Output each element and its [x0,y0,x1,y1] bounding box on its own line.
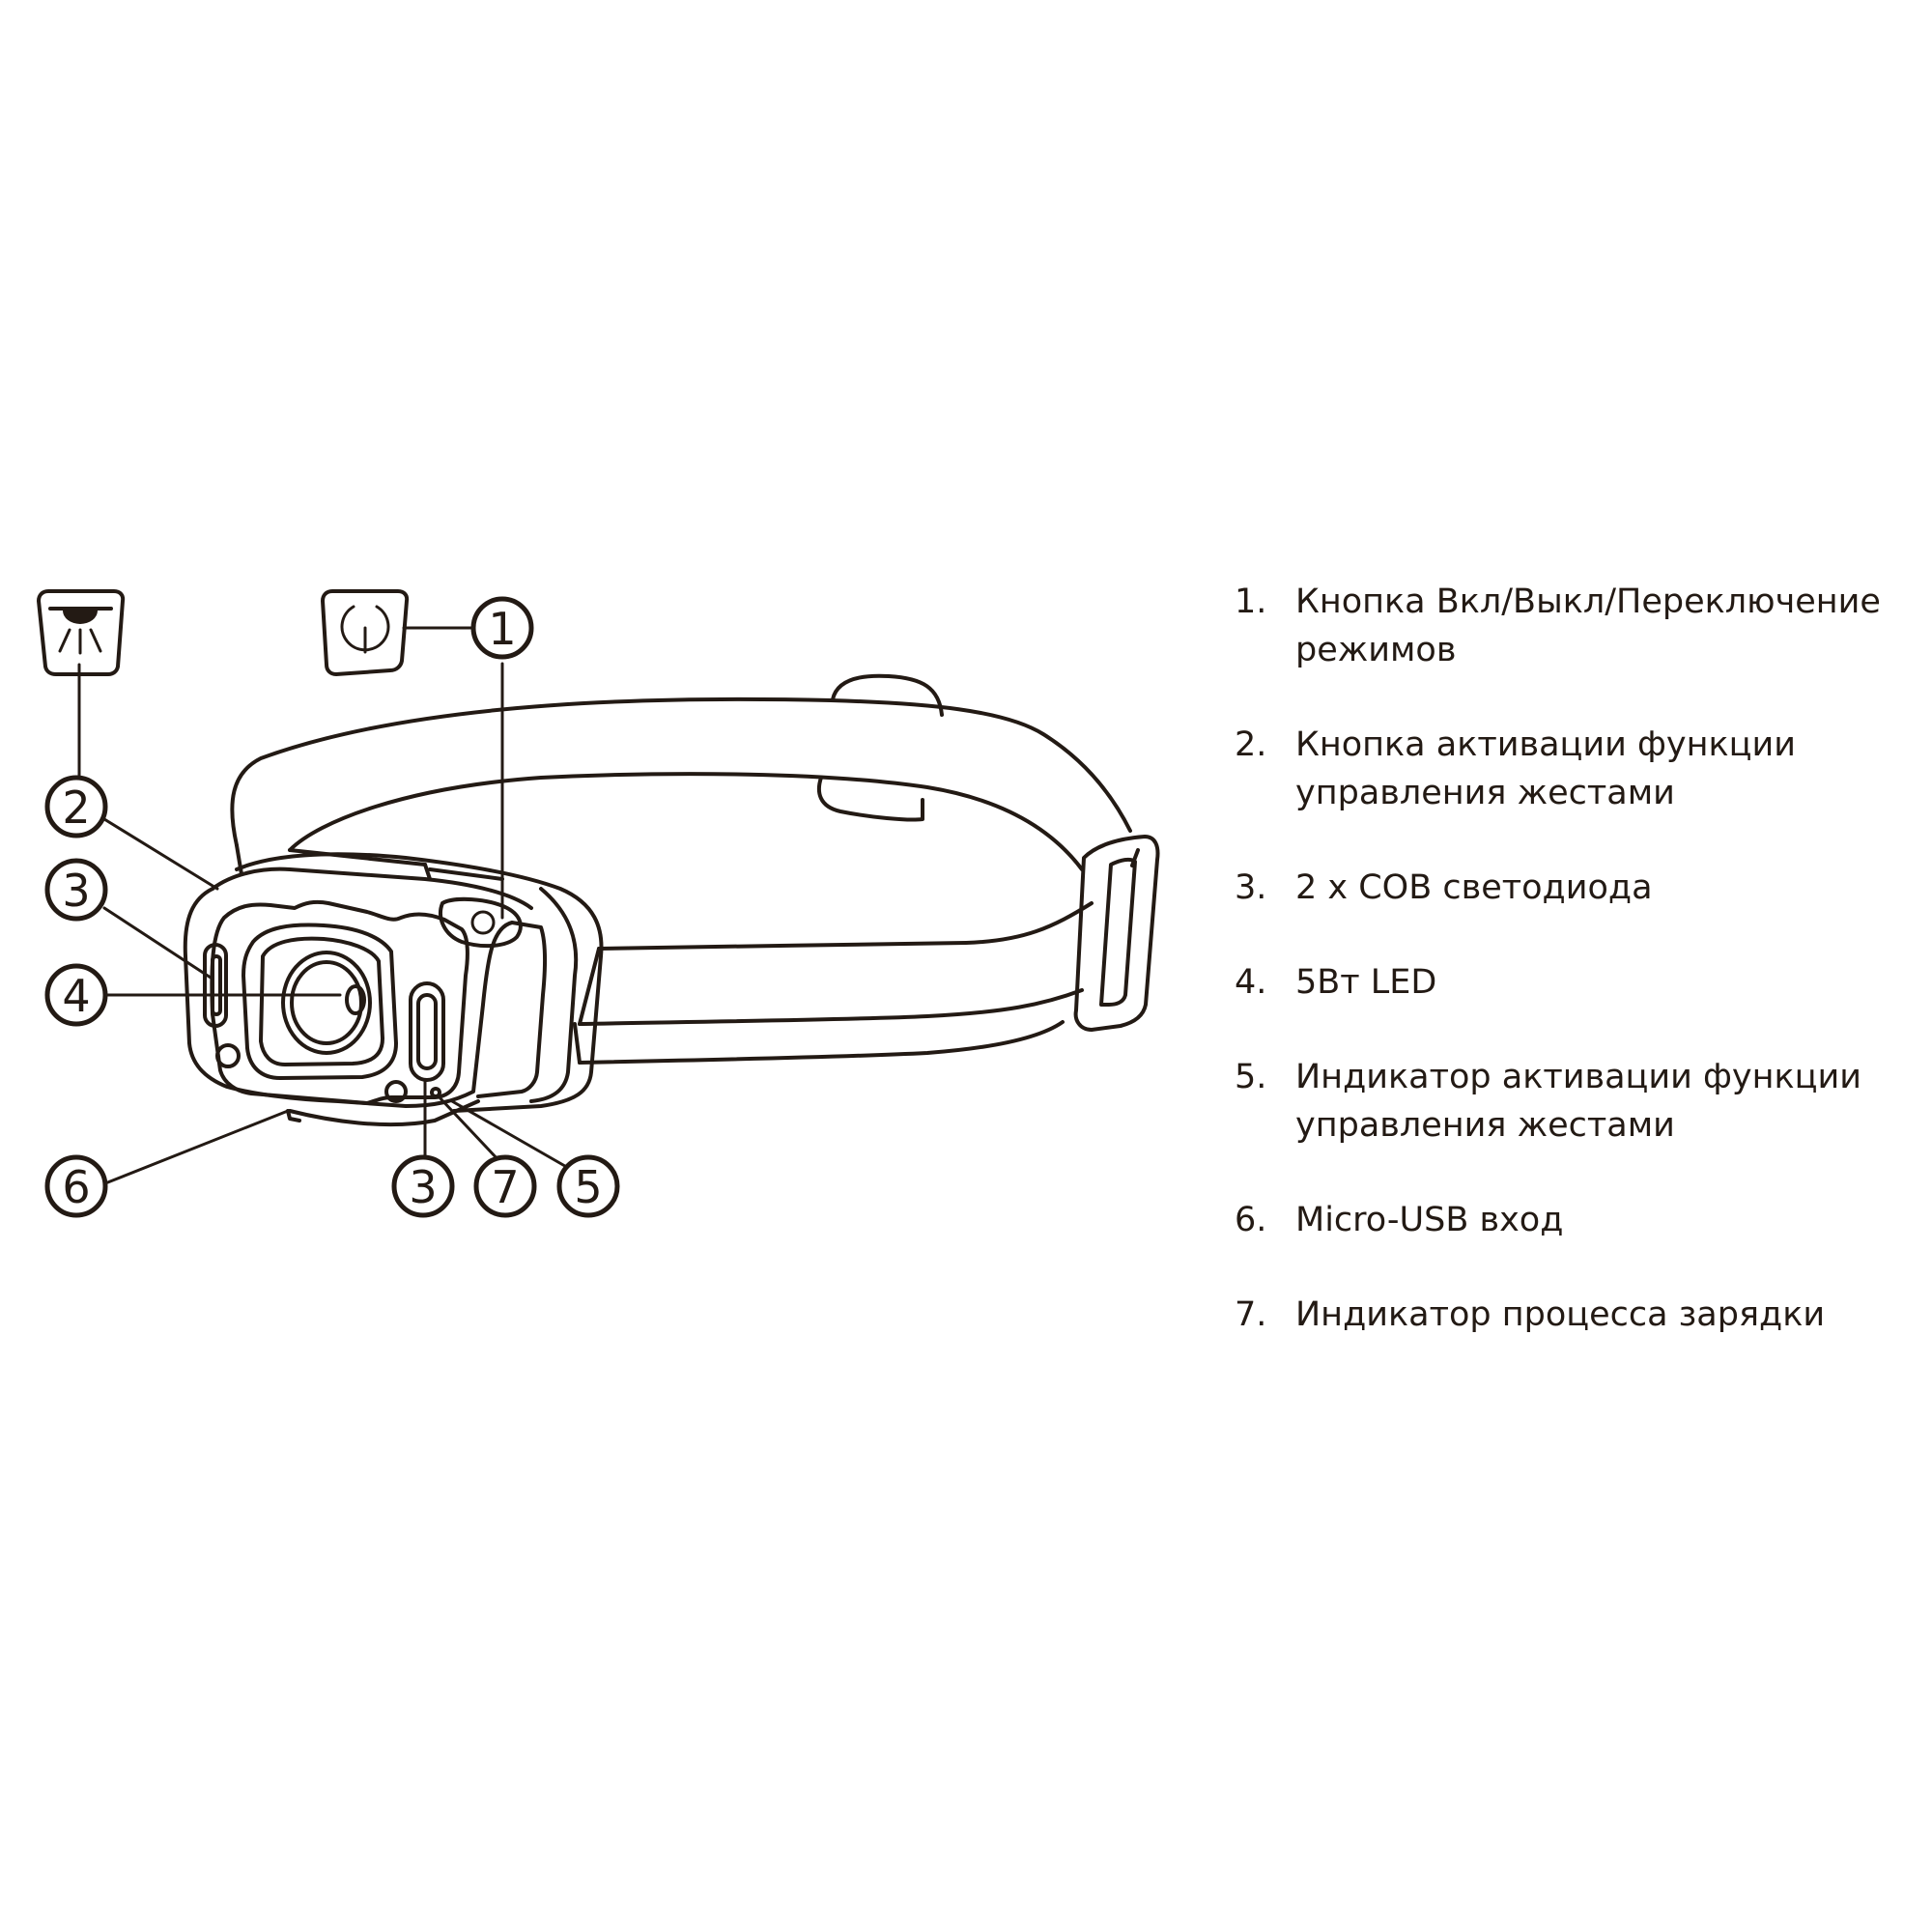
headband [232,676,1130,1063]
legend-text: 5Вт LED [1295,963,1437,1002]
legend-text: Кнопка активации функции управления жестами [1295,725,1796,812]
callout-5 [559,1157,617,1215]
callout-2 [47,778,105,836]
legend-number: 6. [1235,1201,1267,1239]
callout-3-left [47,861,105,919]
legend-item-5 [1235,1053,1930,1150]
legend-number: 3. [1235,868,1267,907]
svg-text:4: 4 [62,970,91,1022]
svg-text:6: 6 [62,1161,91,1213]
power-icon [323,591,407,674]
legend-number: 2. [1235,725,1267,764]
callout-6 [47,1157,105,1215]
callout-4 [47,966,105,1024]
svg-text:3: 3 [409,1161,438,1213]
legend-item-6 [1235,1196,1930,1244]
legend-text: Кнопка Вкл/Выкл/Переключение режимов [1295,582,1881,669]
legend-number: 7. [1235,1295,1267,1334]
strap-buckle [1076,837,1158,1030]
gesture-light-icon [39,591,123,674]
callout-7 [476,1157,534,1215]
legend-number: 5. [1235,1058,1267,1096]
legend-list [1235,578,1930,1339]
legend-item-7 [1235,1291,1930,1339]
legend-number: 4. [1235,963,1267,1002]
svg-text:2: 2 [62,781,91,834]
legend-item-1 [1235,578,1930,674]
svg-text:5: 5 [574,1161,603,1213]
svg-text:7: 7 [491,1161,520,1213]
legend-number: 1. [1235,582,1267,621]
legend-item-4 [1235,958,1930,1007]
legend-text: Индикатор процесса зарядки [1295,1295,1826,1334]
cob-right [411,983,443,1080]
svg-text:1: 1 [488,603,517,655]
gesture-sensor [217,1045,239,1066]
legend-item-2 [1235,721,1930,817]
legend-text: 2 x COB светодиода [1295,868,1653,907]
legend-text: Индикатор активации функции управления жестами [1295,1058,1861,1145]
legend-text: Micro-USB вход [1295,1201,1564,1239]
callout-3-bottom [394,1157,452,1215]
svg-text:3: 3 [62,865,91,917]
lamp-housing [185,850,602,1124]
legend-item-3 [1235,864,1930,912]
callout-1 [473,599,531,657]
